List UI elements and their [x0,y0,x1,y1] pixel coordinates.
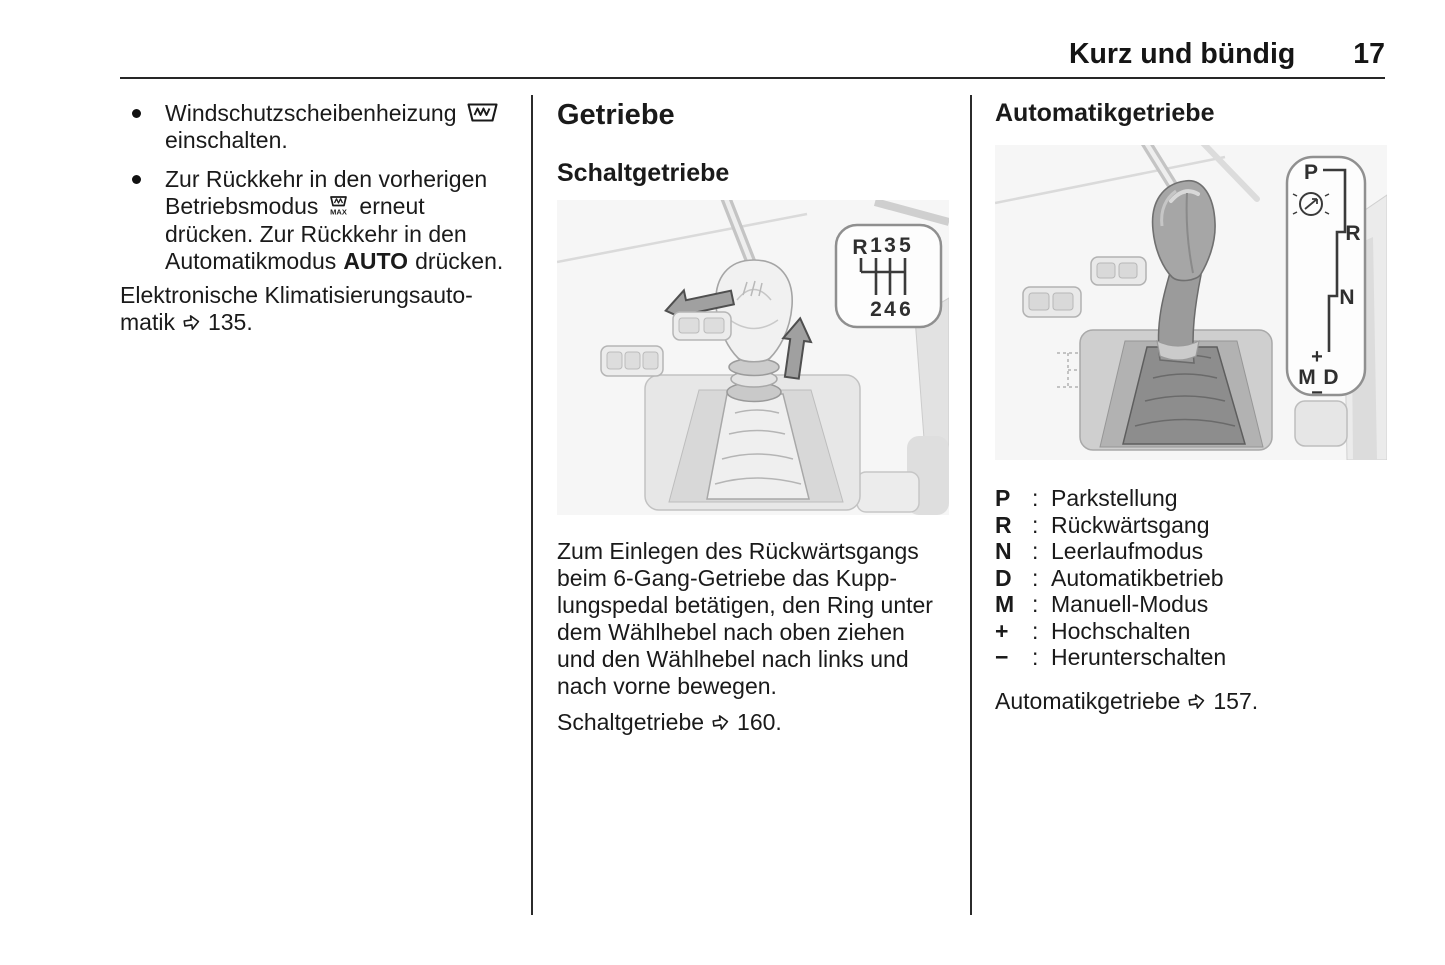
legend-separator: : [1032,617,1039,644]
gate-label-p: P [1303,161,1319,184]
legend-key: R [995,511,1012,538]
bullet-text-line [165,127,501,154]
bullet-item [120,166,512,275]
bullet-text-line [165,100,501,127]
legend-key: M [995,591,1015,617]
legend-row [995,538,1387,565]
paragraph-line: und den Wählhebel nach links und [557,646,909,672]
page-reference-arrow-icon [711,713,730,732]
page-reference-number: 157. [1213,687,1259,714]
paragraph-line: beim 6-Gang-Getriebe das Kupp- [557,565,898,591]
legend-separator: : [1032,564,1039,591]
legend-description: Leerlaufmodus [1051,538,1204,564]
windshield-heating-max-icon [325,194,352,221]
max-icon-label: MAX [330,207,348,217]
pattern-label-5: 5 [899,234,911,257]
page-number: 17 [1353,38,1385,70]
page-reference-arrow-icon [182,313,201,332]
left-column [120,100,512,336]
bullet-text-line [165,193,503,221]
pattern-label-1: 1 [870,234,882,257]
page-reference-number: 135. [207,309,253,335]
legend-key: D [995,564,1012,591]
gear-legend [995,485,1387,671]
bullet-text: Windschutzscheibenheizung [165,100,457,126]
shift-pattern-diagram [836,225,941,327]
selector-gate-diagram [1287,157,1365,404]
bullet-text: einschalten. [165,127,288,153]
reference-label: Schaltgetriebe [557,709,705,735]
legend-row [995,565,1387,592]
automatic-gearbox-figure [995,145,1387,460]
pattern-label-6: 6 [899,298,911,321]
right-column [995,98,1387,715]
page-reference-number: 160. [737,709,782,735]
subsection-heading: Schaltgetriebe [557,159,730,187]
paragraph-text: matik [120,309,175,335]
gate-label-minus: − [1311,382,1323,404]
legend-separator: : [1032,591,1039,617]
legend-key: N [995,538,1012,564]
gate-label-n: N [1339,286,1355,309]
cross-reference-line [557,709,949,736]
legend-description: Parkstellung [1051,485,1178,511]
bullet-text-line [165,221,503,248]
bullet-text: erneut [359,193,425,219]
legend-separator: : [1032,644,1039,670]
windshield-heating-icon [464,100,501,125]
bullet-text-line [165,166,503,193]
pattern-label-2: 2 [870,298,882,321]
section-heading: Getriebe [557,99,675,131]
column-divider [531,95,533,915]
legend-row [995,618,1387,645]
middle-column [557,98,949,736]
pattern-label-3: 3 [884,234,896,257]
gate-label-d: D [1323,366,1339,389]
legend-row [995,591,1387,618]
bullet-marker [132,109,141,118]
bullet-text: Automatikmodus [165,248,337,274]
bullet-text: Betriebsmodus [165,193,319,219]
legend-description: Rückwärtsgang [1051,511,1210,538]
auto-mode-label: AUTO [343,248,409,274]
legend-row [995,644,1387,671]
header-rule [120,77,1385,79]
subsection-heading: Automatikgetriebe [995,99,1215,127]
legend-description: Herunterschalten [1051,644,1227,670]
body-paragraph [557,538,949,700]
gate-label-m: M [1298,366,1316,389]
legend-description: Manuell-Modus [1051,591,1209,617]
pattern-label-4: 4 [884,298,896,321]
legend-description: Automatikbetrieb [1051,564,1224,591]
cross-reference-paragraph [120,282,512,336]
bullet-marker [132,175,141,184]
bullet-text: drücken. Zur Rückkehr in den [165,221,467,247]
legend-separator: : [1032,538,1039,564]
paragraph-line: Zum Einlegen des Rückwärtsgangs [557,538,919,564]
paragraph-line [120,309,512,336]
cross-reference-line [995,688,1387,715]
reference-label: Automatikgetriebe [995,687,1181,714]
bullet-text: drücken. [415,248,504,274]
manual-gearbox-figure [557,200,949,515]
bullet-text: Zur Rückkehr in den vorherigen [165,166,488,192]
legend-key: + [995,617,1009,644]
legend-description: Hochschalten [1051,617,1191,644]
paragraph-line: nach vorne bewegen. [557,673,777,699]
bullet-text-line [165,248,503,275]
legend-separator: : [1032,485,1039,511]
page-reference-arrow-icon [1187,692,1206,711]
bullet-item [120,100,512,154]
column-divider [970,95,972,915]
legend-separator: : [1032,511,1039,538]
page-header [120,38,1385,70]
gate-label-r: R [1345,222,1361,245]
pattern-label-r: R [852,236,868,259]
paragraph-line: lungspedal betätigen, den Ring unter [557,592,933,618]
legend-key: − [995,644,1009,670]
gate-label-plus: + [1311,346,1323,368]
chapter-title: Kurz und bündig [1068,38,1296,70]
paragraph-line: Elektronische Klimatisierungsauto- [120,282,473,308]
legend-key: P [995,485,1011,511]
legend-row [995,512,1387,539]
paragraph-line: dem Wählhebel nach oben ziehen [557,619,905,645]
legend-row [995,485,1387,512]
